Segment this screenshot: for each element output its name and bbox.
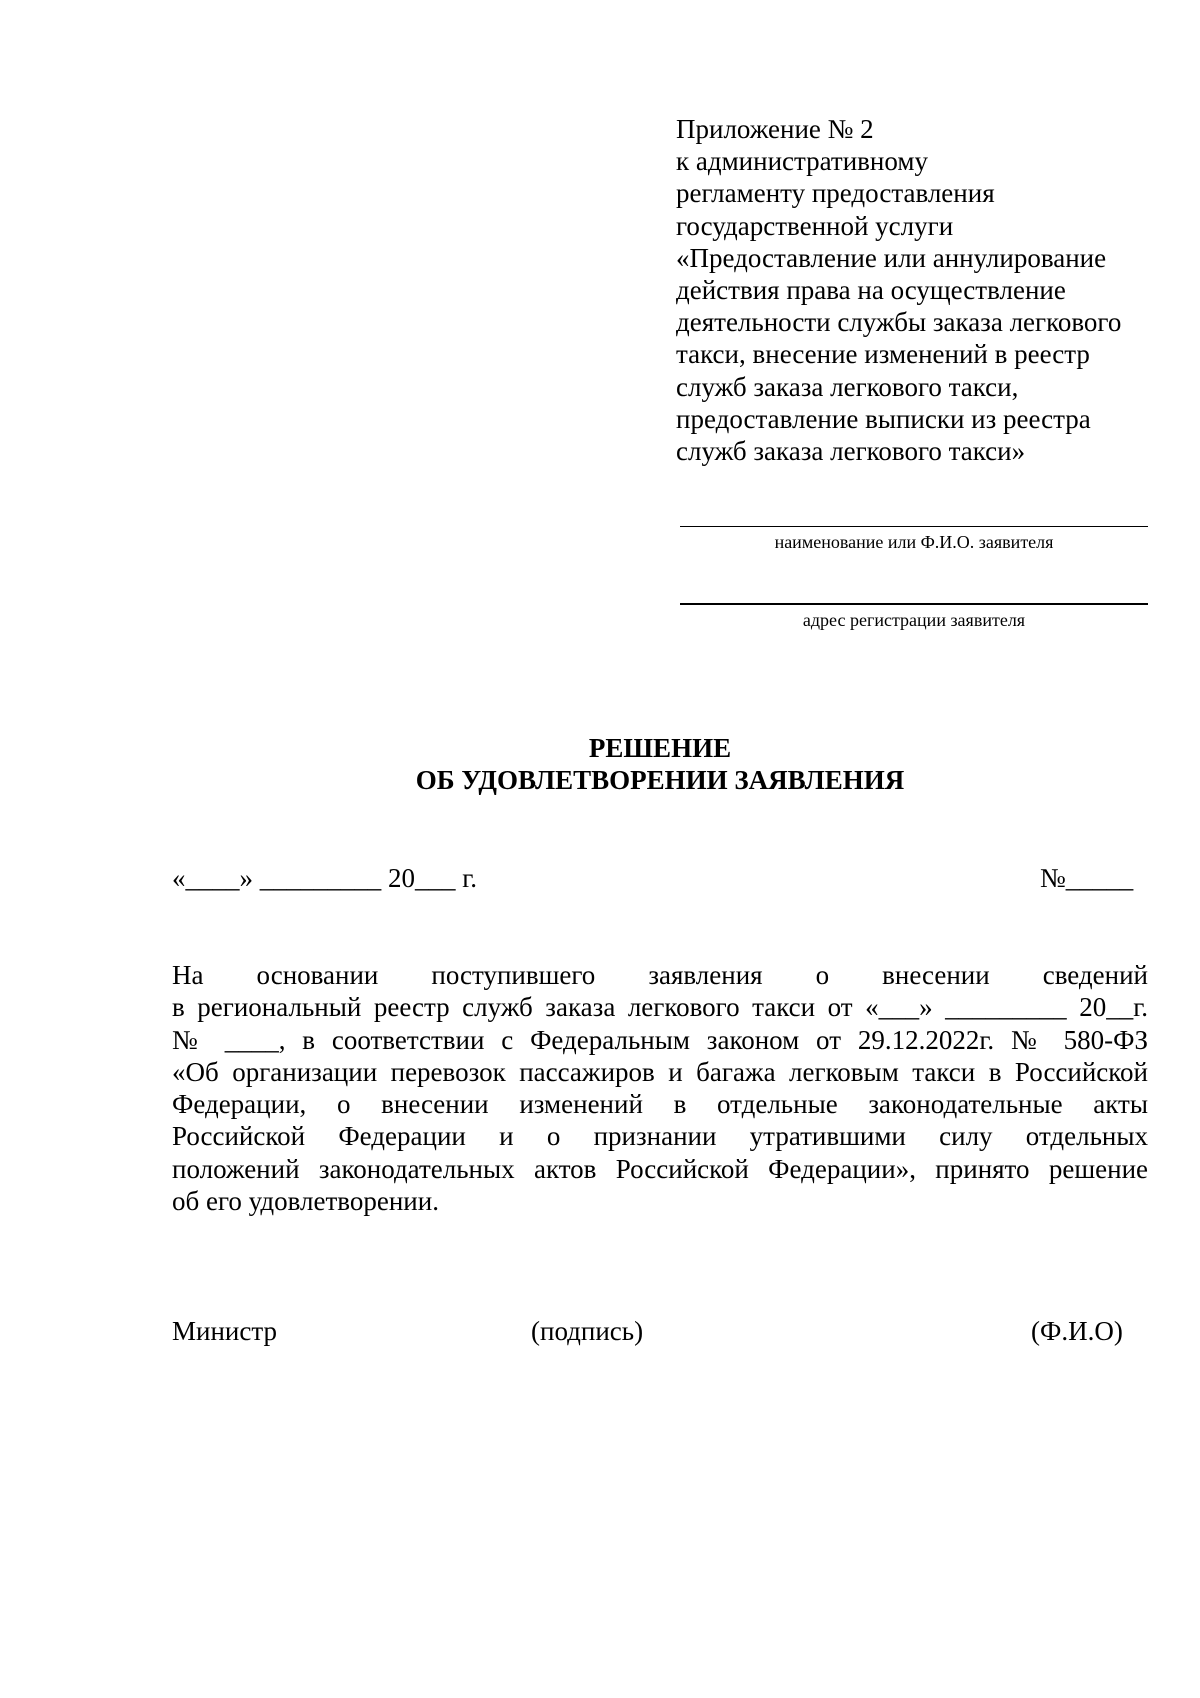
applicant-name-line	[680, 526, 1148, 527]
decision-number: №_____	[1040, 863, 1134, 893]
appendix-line: к административному	[676, 146, 928, 177]
body-line: «Об организации перевозок пассажиров и багажа легковым такси в Российской	[172, 1056, 1148, 1087]
applicant-address-line	[680, 603, 1148, 605]
appendix-line: Приложение № 2	[676, 114, 874, 144]
appendix-line: государственной услуги	[676, 210, 954, 241]
signature-sign: (подпись)	[531, 1316, 644, 1346]
appendix-line: действия права на осуществление	[676, 275, 1066, 306]
decision-date: «____» _________ 20___ г.	[172, 863, 478, 893]
applicant-name-caption: наименование или Ф.И.О. заявителя	[774, 532, 1054, 552]
appendix-line: деятельности службы заказа легкового	[676, 307, 1122, 338]
body-line: об его удовлетворении.	[172, 1186, 439, 1217]
body-line: № ____, в соответствии с Федеральным законом от 29.12.2022г. № 580-ФЗ	[172, 1024, 1148, 1055]
signature-position: Министр	[172, 1316, 277, 1346]
body-line: Федерации, о внесении изменений в отдельные законодательные акты	[172, 1089, 1148, 1120]
appendix-line: «Предоставление или аннулирование	[676, 242, 1107, 273]
decision-title: РЕШЕНИЕ	[588, 733, 732, 763]
appendix-header	[676, 113, 1156, 467]
appendix-line: предоставление выписки из реестра	[676, 403, 1091, 434]
decision-body	[172, 959, 1148, 1217]
appendix-line: такси, внесение изменений в реестр	[676, 339, 1090, 370]
body-line: Российской Федерации и о признании утратившими силу отдельных	[172, 1121, 1148, 1152]
appendix-line: служб заказа легкового такси»	[676, 436, 1026, 467]
decision-subtitle: ОБ УДОВЛЕТВОРЕНИИ ЗАЯВЛЕНИЯ	[415, 765, 905, 795]
appendix-line: служб заказа легкового такси,	[676, 371, 1019, 402]
appendix-line: регламенту предоставления	[676, 178, 995, 209]
body-line: положений законодательных актов Российской Федерации», принято решение	[172, 1153, 1148, 1184]
signature-fio: (Ф.И.О)	[1031, 1316, 1123, 1346]
applicant-address-caption: адрес регистрации заявителя	[802, 610, 1026, 630]
body-line: в региональный реестр служб заказа легкового такси от «___» _________ 20__г.	[172, 992, 1148, 1023]
body-line: На основании поступившего заявления о внесении сведений	[172, 960, 1148, 990]
